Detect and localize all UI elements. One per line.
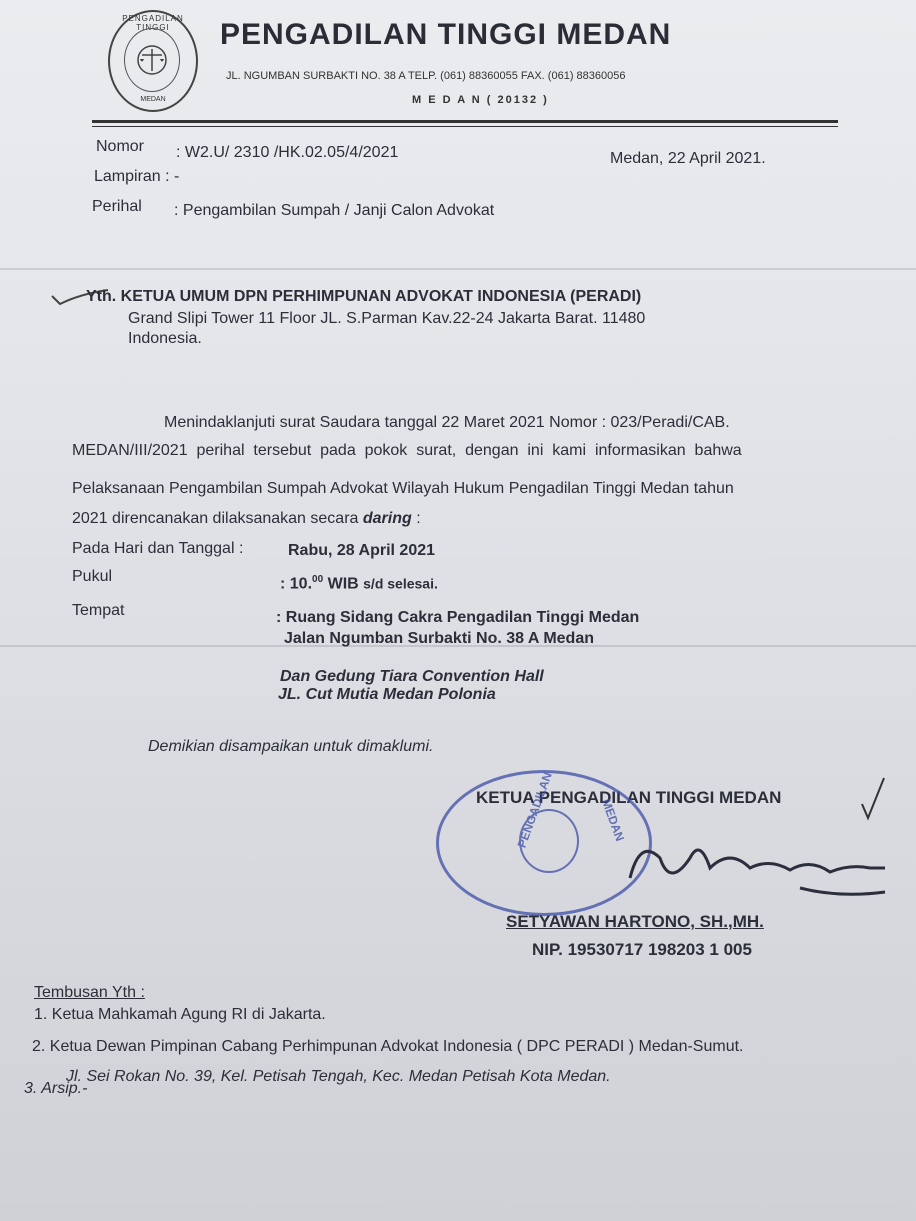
stamp-text-right: MEDAN xyxy=(598,796,628,844)
tembusan-heading: Tembusan Yth : xyxy=(34,984,145,1001)
logo-text-top: PENGADILAN TINGGI xyxy=(122,14,184,32)
lampiran: Lampiran : - xyxy=(94,168,180,185)
tembusan-item-1: 1. Ketua Mahkamah Agung RI di Jakarta. xyxy=(34,1006,326,1023)
logo-text-bottom: MEDAN xyxy=(140,96,166,103)
body-line4-text: 2021 direncanakan dilaksanakan secara xyxy=(72,510,363,527)
body-line4 xyxy=(72,510,421,528)
tembusan-item-3: 3. Arsip.- xyxy=(24,1080,88,1097)
pukul-until: s/d selesai. xyxy=(363,575,438,592)
letterhead-address: JL. NGUMBAN SURBAKTI NO. 38 A TELP. (061) 88360055 FAX. (061) 88360056 xyxy=(226,70,626,82)
letterhead-city: M E D A N ( 20132 ) xyxy=(412,94,549,106)
tempat-line2: Jalan Ngumban Surbakti No. 38 A Medan xyxy=(284,630,594,647)
pukul-time: : 10. xyxy=(280,575,313,593)
daring-text: daring xyxy=(362,510,412,527)
tembusan-item-2: 2. Ketua Dewan Pimpinan Cabang Perhimpunan Advokat Indonesia ( DPC PERADI ) Medan-Sumut. xyxy=(32,1038,744,1055)
nomor-value: : W2.U/ 2310 /HK.02.05/4/2021 xyxy=(176,144,399,161)
tempat-line1: : Ruang Sidang Cakra Pengadilan Tinggi Medan xyxy=(276,609,640,626)
pukul-value xyxy=(280,574,438,593)
check-icon xyxy=(858,774,888,829)
tempat-line4: JL. Cut Mutia Medan Polonia xyxy=(278,686,496,703)
pukul-minutes: 00 xyxy=(312,574,324,585)
body-line2: MEDAN/III/2021 perihal tersebut pada pokok surat, dengan ini kami informasikan bahwa xyxy=(72,442,742,459)
body-line3: Pelaksanaan Pengambilan Sumpah Advokat Wilayah Hukum Pengadilan Tinggi Medan tahun xyxy=(72,480,734,497)
perihal-label: Perihal xyxy=(92,198,142,215)
signatory-name: SETYAWAN HARTONO, SH.,MH. xyxy=(506,912,764,931)
stamp-emblem-icon xyxy=(519,809,579,873)
stamp-text-left: PENGADILAN xyxy=(514,770,555,850)
paper-fold xyxy=(0,268,916,270)
tempat-line3: Dan Gedung Tiara Convention Hall xyxy=(280,668,544,685)
court-logo xyxy=(108,10,198,112)
signatory-nip: NIP. 19530717 198203 1 005 xyxy=(532,940,752,959)
perihal-value: : Pengambilan Sumpah / Janji Calon Advokat xyxy=(174,202,495,219)
letter-date: Medan, 22 April 2021. xyxy=(610,150,766,167)
header-rule xyxy=(92,120,838,123)
signatory-position: KETUA PENGADILAN TINGGI MEDAN xyxy=(476,788,782,807)
recipient-line3: Indonesia. xyxy=(128,330,202,347)
scales-emblem-icon xyxy=(124,28,180,92)
pukul-label: Pukul xyxy=(72,568,113,585)
closing-text: Demikian disampaikan untuk dimaklumi. xyxy=(148,738,434,755)
tempat-label: Tempat xyxy=(72,602,125,619)
hari-label: Pada Hari dan Tanggal : xyxy=(72,540,244,557)
letterhead-title: PENGADILAN TINGGI MEDAN xyxy=(220,18,672,51)
header-rule-thin xyxy=(92,126,838,127)
nomor-label: Nomor xyxy=(96,138,145,155)
pukul-wib: WIB xyxy=(323,575,364,593)
body-line4-colon: : xyxy=(411,510,421,527)
handwritten-signature xyxy=(600,828,890,913)
recipient-line1: Yth. KETUA UMUM DPN PERHIMPUNAN ADVOKAT INDONESIA (PERADI) xyxy=(86,288,642,305)
recipient-line2: Grand Slipi Tower 11 Floor JL. S.Parman Kav.22-24 Jakarta Barat. 11480 xyxy=(128,310,646,327)
tembusan-item-2-address: Jl. Sei Rokan No. 39, Kel. Petisah Tengah, Kec. Medan Petisah Kota Medan. xyxy=(66,1068,611,1085)
hari-value: Rabu, 28 April 2021 xyxy=(288,542,436,559)
body-line1: Menindaklanjuti surat Saudara tanggal 22 Maret 2021 Nomor : 023/Peradi/CAB. xyxy=(164,414,730,431)
